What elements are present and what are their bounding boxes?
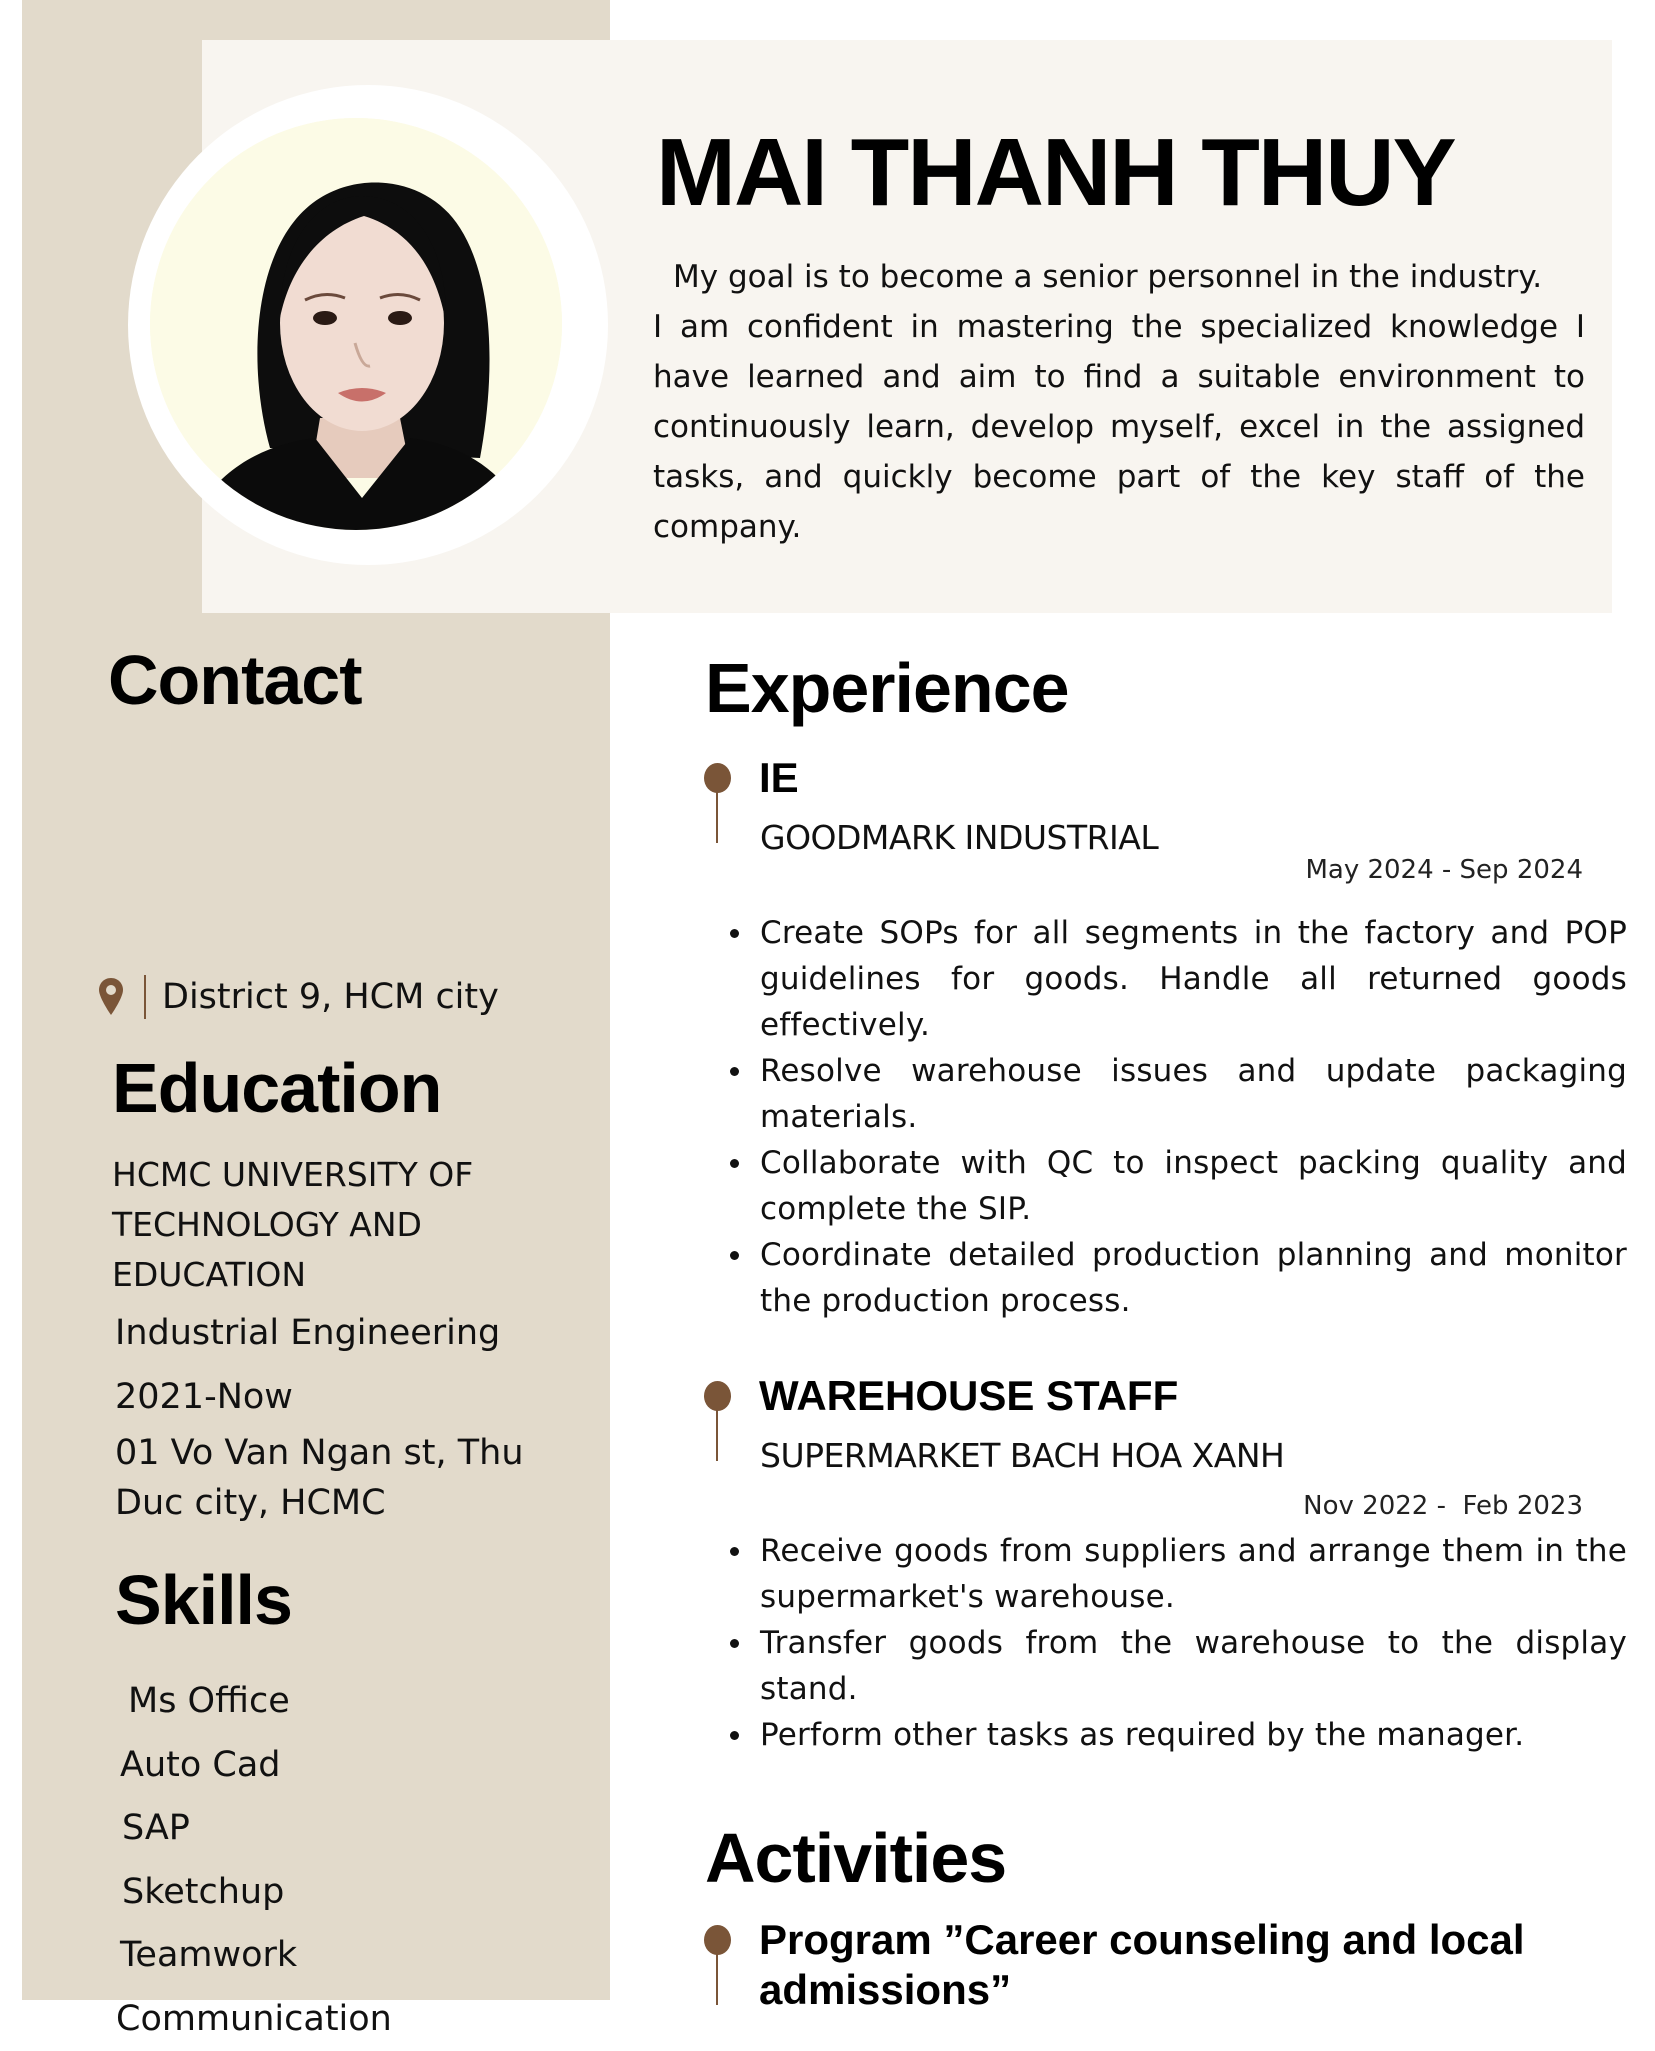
- skill-item: Ms Office: [116, 1670, 392, 1734]
- timeline-pin-icon: [704, 1925, 732, 2005]
- job-company: GOODMARK INDUSTRIAL: [760, 816, 1158, 860]
- job-dates: Nov 2022 - Feb 2023: [1303, 1489, 1583, 1523]
- skill-item: Teamwork: [116, 1924, 392, 1988]
- contact-location: [98, 972, 499, 1022]
- job-bullets: [760, 1528, 1627, 1758]
- person-portrait-icon: [150, 118, 562, 530]
- job-bullet: Collaborate with QC to inspect packing quality and complete the SIP.: [760, 1140, 1627, 1232]
- activities-heading: Activities: [705, 1818, 1006, 1898]
- job-bullets: [760, 910, 1627, 1324]
- education-major: Industrial Engineering: [115, 1308, 500, 1358]
- location-text: District 9, HCM city: [162, 977, 499, 1017]
- job-title: IE: [759, 753, 799, 803]
- skills-list: [116, 1670, 392, 2051]
- career-objective: [653, 252, 1585, 552]
- job-bullet: Resolve warehouse issues and update packaging materials.: [760, 1048, 1627, 1140]
- skill-item: Auto Cad: [116, 1734, 392, 1798]
- objective-lead: My goal is to become a senior personnel in the industry.: [653, 252, 1585, 302]
- job-bullet: Coordinate detailed production planning and monitor the production process.: [760, 1232, 1627, 1324]
- job-title: WAREHOUSE STAFF: [759, 1371, 1178, 1421]
- skill-item: Communication: [116, 1988, 392, 2051]
- job-bullet: Create SOPs for all segments in the factory and POP guidelines for goods. Handle all returned goods effectively.: [760, 910, 1627, 1048]
- education-address: 01 Vo Van Ngan st, Thu Duc city, HCMC: [115, 1428, 565, 1528]
- skills-heading: Skills: [115, 1560, 292, 1640]
- skill-item: SAP: [116, 1797, 392, 1861]
- profile-photo: [150, 118, 562, 530]
- contact-line-redacted: [110, 860, 540, 900]
- job-dates: May 2024 - Sep 2024: [1305, 853, 1583, 887]
- location-divider: [144, 975, 146, 1019]
- timeline-pin-icon: [704, 1381, 732, 1461]
- job-bullet: Receive goods from suppliers and arrange them in the supermarket's warehouse.: [760, 1528, 1627, 1620]
- education-period: 2021-Now: [115, 1372, 293, 1422]
- skill-item: Sketchup: [116, 1861, 392, 1925]
- experience-heading: Experience: [705, 648, 1069, 728]
- job-bullet: Transfer goods from the warehouse to the display stand.: [760, 1620, 1627, 1712]
- candidate-name: MAI THANH THUY: [656, 118, 1455, 228]
- timeline-pin-icon: [704, 763, 732, 843]
- education-school: HCMC UNIVERSITY OF TECHNOLOGY AND EDUCATION: [112, 1150, 582, 1300]
- location-pin-icon: [98, 977, 124, 1017]
- job-company: SUPERMARKET BACH HOA XANH: [760, 1434, 1284, 1478]
- education-heading: Education: [112, 1048, 441, 1128]
- contact-heading: Contact: [108, 640, 362, 720]
- job-bullet: Perform other tasks as required by the manager.: [760, 1712, 1627, 1758]
- activity-title: Program ”Career counseling and local admissions”: [759, 1915, 1619, 2015]
- objective-body: I am confident in mastering the specialized knowledge I have learned and aim to find a suitable environment to continuously learn, develop myself, excel in the assigned tasks, and quickly become part of the key staff of the company.: [653, 302, 1585, 552]
- contact-line-redacted: [110, 780, 540, 820]
